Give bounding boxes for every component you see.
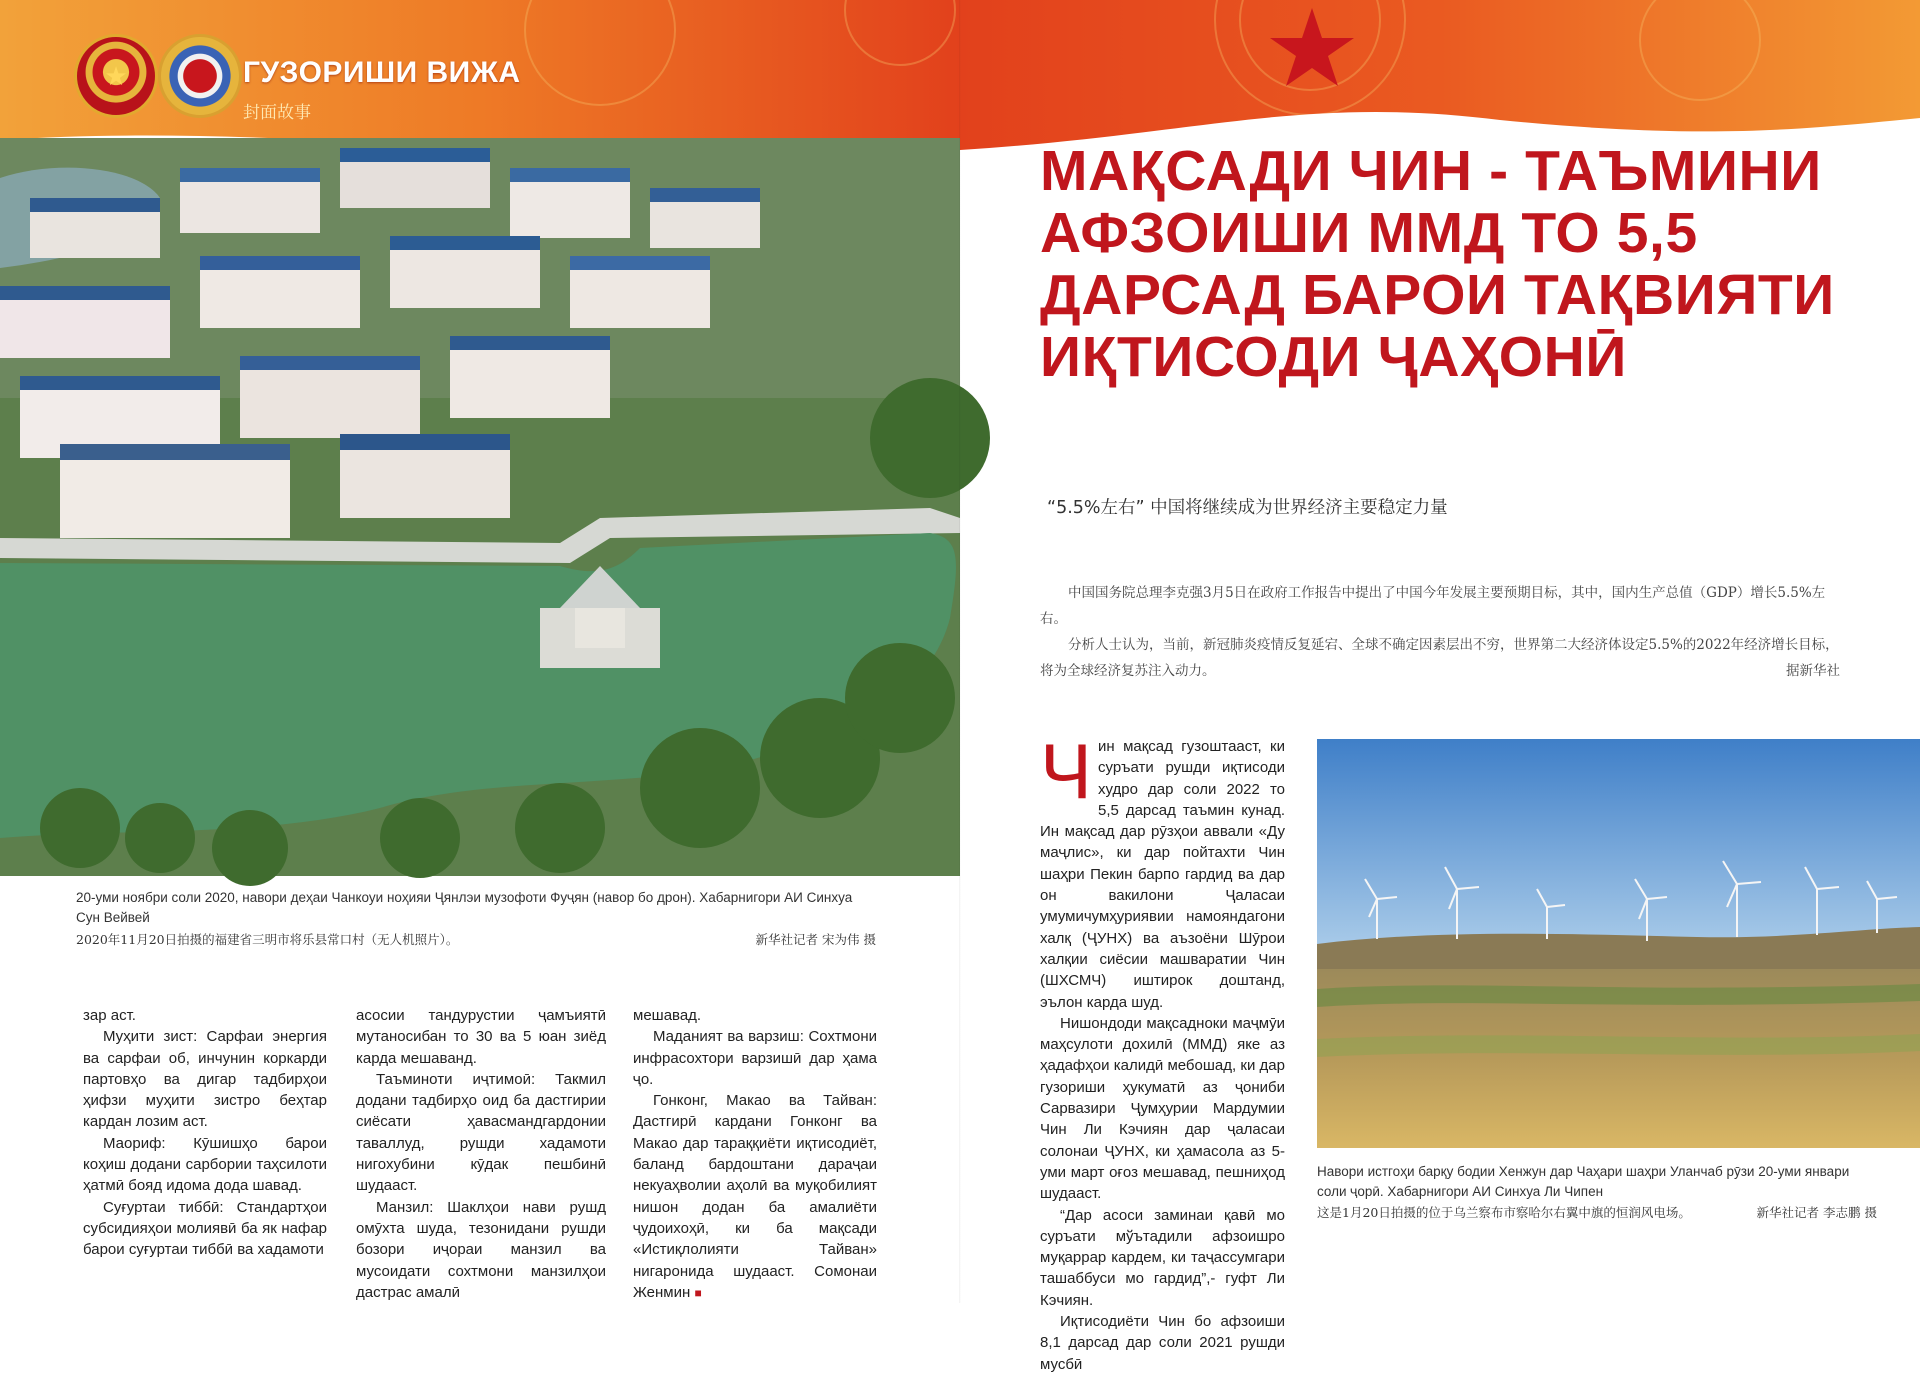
- paragraph: Маданият ва варзиш: Сохтмони инфрасохтори варзишӣ дар ҳама ҷо.: [633, 1028, 877, 1088]
- village-aerial-photo: [0, 138, 960, 876]
- paragraph-text: Гонконг, Макао ва Тайван: Дастгирӣ кардани Гонконг ва Макао дар тараққиёти иқтисодиёт, баланд бардоштани дараҷаи некуаҳволии аҳолӣ ва муқобилият нишон додан ба амалиёти ҷудоихоҳӣ, ки ба мақсади «Истиқлолияти Тайван» нигаронида шудааст. Сомонаи Женмин: [633, 1092, 877, 1301]
- body-column-2: [356, 1005, 606, 1303]
- cppcc-emblem-icon: [158, 34, 242, 118]
- page-gutter: [959, 0, 961, 1303]
- right-photo-caption-cn-text: 这是1月20日拍摄的位于乌兰察布市察哈尔右翼中旗的恒润风电场。: [1317, 1205, 1691, 1220]
- body-column-3: [633, 1005, 877, 1304]
- paragraph-text: ин мақсад гузоштааст, ки суръати рушди иқтисоди худро дар соли 2022 то 5,5 дарсад таъмин кунад. Ин мақсад дар рӯзҳои аввали «Ду маҷлис», ки дар пойтахти Чин шаҳри Пекин барпо гардид ва дар он вакилони Ҷаласаи умумичумҳуриявии намояндагони халқ (ҶУНХ) ва аъзоёни Шӯрои халқии сиёсии машваратии Чин (ШХСМЧ) иштирок доштанд, эълон карда шуд.: [1040, 738, 1285, 1011]
- paragraph: Иқтисодиёти Чин бо афзоиши 8,1 дарсад дар соли 2021 рушди мусбӣ: [1040, 1313, 1285, 1373]
- paragraph: “Дар асоси заминаи қавӣ мо суръати мўътадили афзоишро муқаррар кардем, ки таҷассумгари ташаббуси мо гардид”,- гуфт Ли Кэчиян.: [1040, 1206, 1285, 1309]
- right-photo-caption: Навори истгоҳи барқу бодии Хенжун дар Чаҳари шаҳри Уланчаб рӯзи 20-уми январи соли ҷорӣ. Хабарнигори АИ Синхуа Ли Чипен: [1317, 1164, 1850, 1199]
- paragraph: Муҳити зист: Сарфаи энергия ва сарфаи об, инчунин коркарди партовҳо ва дигар тадбирҳои ҳифзи муҳити зистро беҳтар кардан лозим аст.: [83, 1028, 327, 1131]
- left-photo-credit: 新华社记者 宋为伟 摄: [755, 932, 876, 947]
- left-photo-caption-cn-text: 2020年11月20日拍摄的福建省三明市将乐县常口村（无人机照片）。: [76, 932, 459, 947]
- paragraph: Манзил: Шаклҳои нави рушд омӯхта шуда, тезонидани рушди бозори иҷораи манзил ва мусоидати сохтмони манзилҳои дастрас амалӣ: [356, 1198, 606, 1301]
- paragraph: [633, 1090, 877, 1304]
- left-photo-caption-cn: [76, 930, 876, 948]
- right-photo-caption-cn: [1317, 1203, 1877, 1221]
- village-illustration: [0, 138, 960, 876]
- body-column-1: [83, 1005, 327, 1261]
- paragraph: Суғуртаи тиббӣ: Стандартҳои субсидияҳои молиявӣ ба як нафар барои суғуртаи тиббӣ ва хадамоти: [83, 1198, 327, 1259]
- section-subtitle: 封面故事: [243, 103, 311, 123]
- wind-farm-photo: [1317, 739, 1920, 1148]
- paragraph: [1040, 727, 1285, 1013]
- intro-source: 据新华社: [1786, 663, 1840, 679]
- paragraph: мешавад.: [633, 1007, 702, 1024]
- national-emblem-icon: ★: [74, 34, 158, 118]
- intro-paragraph: 分析人士认为，当前，新冠肺炎疫情反复延宕、全球不确定因素层出不穷，世界第二大经济体设定5.5%的2022年经济增长目标，将为全球经济复苏注入动力。: [1040, 637, 1839, 679]
- right-photo-credit: 新华社记者 李志鹏 摄: [1756, 1205, 1877, 1220]
- end-mark-icon: ■: [694, 1285, 702, 1300]
- intro-paragraph: 中国国务院总理李克强3月5日在政府工作报告中提出了中国今年发展主要预期目标，其中，国内生产总值（GDP）增长5.5%左右。: [1040, 585, 1826, 627]
- paragraph: Таъминоти иҷтимоӣ: Такмил додани тадбирҳо оид ба дастгирии сиёсати ҳавасмандгардонии таваллуд, рушди хадамоти нигохубини кӯдак пешбинӣ шудааст.: [356, 1070, 606, 1195]
- paragraph: асосии тандурустии ҷамъиятӣ мутаносибан то 30 ва 5 юан зиёд карда мешаванд.: [356, 1007, 606, 1067]
- paragraph: Нишондоди мақсадноки маҷмӯи маҳсулоти дохилӣ (ММД) яке аз ҳадафҳои калидӣ мебошад, ки дар гузориши ҳукуматӣ аз ҷониби Сарвазири Ҷумҳурии Мардумии Чин Ли Кэчиян дар ҷаласаи солонаи ҶУНХ, ки ҳамасола аз 5-уми март оғоз мешавад, пешниҳод шудааст.: [1040, 1014, 1285, 1203]
- left-photo-caption: 20-уми ноябри соли 2020, навори деҳаи Чанкоуи ноҳияи Ҷянлэи музофоти Фуҷян (навор бо дрон). Хабарнигори АИ Синхуа Сун Вейвей: [76, 890, 853, 925]
- headline-subtitle-cn: “5.5%左右” 中国将继续成为世界经济主要稳定力量: [1047, 498, 1448, 518]
- wind-farm-illustration: [1317, 739, 1920, 1148]
- body-column-4: [1040, 727, 1285, 1375]
- drop-cap: Ч: [1040, 727, 1092, 815]
- headline: МАҚСАДИ ЧИН - ТАЪМИНИ АФЗОИШИ ММД ТО 5,5 ДАРСАД БАРОИ ТАҚВИЯТИ ИҚТИСОДИ ҶАҲОНӢ: [1040, 139, 1835, 389]
- intro-cn: [1040, 580, 1840, 684]
- section-title: ГУЗОРИШИ ВИЖА: [243, 56, 521, 89]
- paragraph: зар аст.: [83, 1007, 136, 1024]
- paragraph: Маориф: Кӯшишҳо барои коҳиш додани сарбории таҳсилоти ҳатмӣ бояд идома дода шавад.: [83, 1134, 327, 1195]
